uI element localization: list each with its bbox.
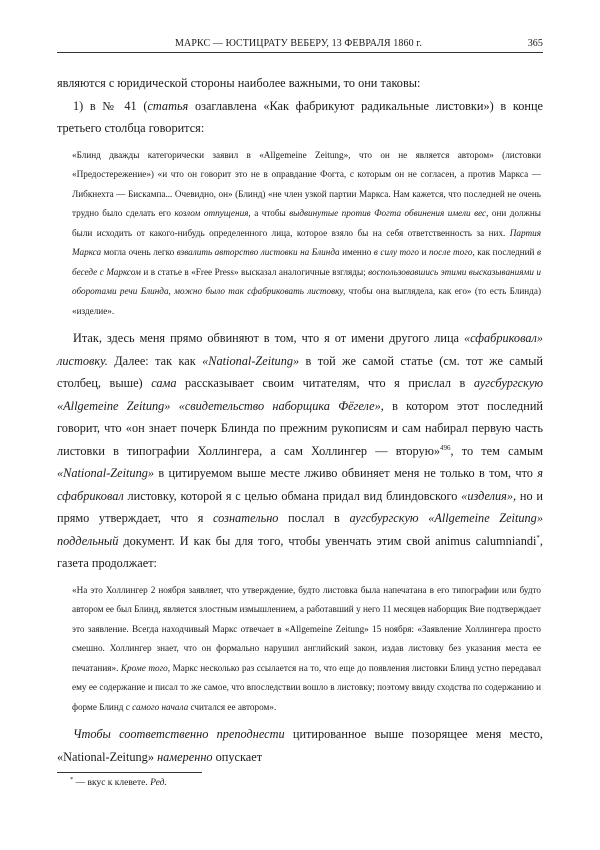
footnote-ref: * <box>536 533 540 542</box>
running-header <box>57 36 543 52</box>
page-body <box>57 72 543 768</box>
footnote: * — вкус к клевете. Ред. <box>70 775 167 788</box>
footnote-marker: * <box>70 775 74 783</box>
paragraph-4: Чтобы соответственно преподнести цитированное выше позорящее меня место, «National-Zeitung» намеренно опускает <box>57 727 543 764</box>
quote-1: «Блинд дважды категорически заявил в «Allgemeine Zeitung», что он не является автором» (листовки «Предостережение») «и что он говорит это не в оправдание Фогта, с которым он не согласен, а против Маркса — Либкнехта — Бискампа... Очевидно, он» (Блинд) «не член узкой партии Маркса. Нам кажется, что последней не очень трудно было сделать его козлом отпущения, а чтобы выдвинутые против Фогта обвинения имели вес, они должны были исходить от какого-нибудь определенного лица, которое взяло бы на себя ответственность за них. Партия Маркса могла очень легко взвалить авторство листовки на Блинда именно в силу того и после того, как последний в беседе с Марксом и в статье в «Free Press» высказал аналогичные взгляды; воспользовавшись этими высказываниями и оборотами речи Блинда, можно было так сфабриковать листовку, чтобы она выглядела, как его» (то есть Блинда) «изделие». <box>72 149 541 316</box>
endnote-ref: 496 <box>440 443 451 452</box>
page-number: 365 <box>527 38 543 49</box>
paragraph-2: 1) в № 41 (статья озаглавлена «Как фабрикуют радикальные листовки») в конце третьего столбца говорится: <box>57 98 543 135</box>
paragraph-3: Итак, здесь меня прямо обвиняют в том, что я от имени другого лица «сфабриковал» листовку. Далее: так как «National-Zeitung» в той же самой статье (см. тот же самый столбец, выше) сама рассказывает своим читателям, что я прислал в аугсбургскую «Allgemeine Zeitung» «свидетельство наборщика Фёгеле», в котором этот последний говорит, что «он знает почерк Блинда по прежним рукописям и сам набирал первую часть листовки в типографии Холлингера, а сам Холлингер — вторую»$^{496}$, то тем самым «National-Zeitung» в цитируемом выше месте лживо обвиняет меня не только в том, что я сфабриковал листовку, которой я с целью обмана придал вид блиндовского «изделия», но и прямо утверждает, что я сознательно послал в аугсбургскую «Allgemeine Zeitung» поддельный документ. И как бы для того, чтобы увенчать этим свой animus calumniandi*, газета продолжает: <box>57 331 543 570</box>
paragraph-1: являются с юридической стороны наиболее важными, то они таковы: <box>57 76 421 90</box>
quote-2: «На это Холлингер 2 ноября заявляет, что утверждение, будто листовка была напечатана в его типографии или будто автором ее был Блинд, является злостным измышлением, а работавший у него 11 месяцев наборщик Вие подтверждает это заявление. Всегда находчивый Маркс отвечает в «Allgemeine Zeitung» 15 ноября: «Заявление Холлингера просто смешно. Холлингер знает, что он формально нарушил английский закон, издав листовку без указания места ее печатания». Кроме того, Маркс несколько раз ссылается на то, что еще до появления листовки Блинд устно передавал ему ее содержание и писал то же самое, что впоследствии вошло в листовку; поэтому ввиду сходства по содержанию и форме Блинд с самого начала считался ее автором». <box>72 584 541 712</box>
running-title: МАРКС — ЮСТИЦРАТУ ВЕБЕРУ, 13 ФЕВРАЛЯ 1860 г. <box>175 38 422 49</box>
footnote-rule <box>57 772 202 773</box>
footnote-editor: Ред. <box>150 778 167 788</box>
header-rule <box>57 52 543 53</box>
